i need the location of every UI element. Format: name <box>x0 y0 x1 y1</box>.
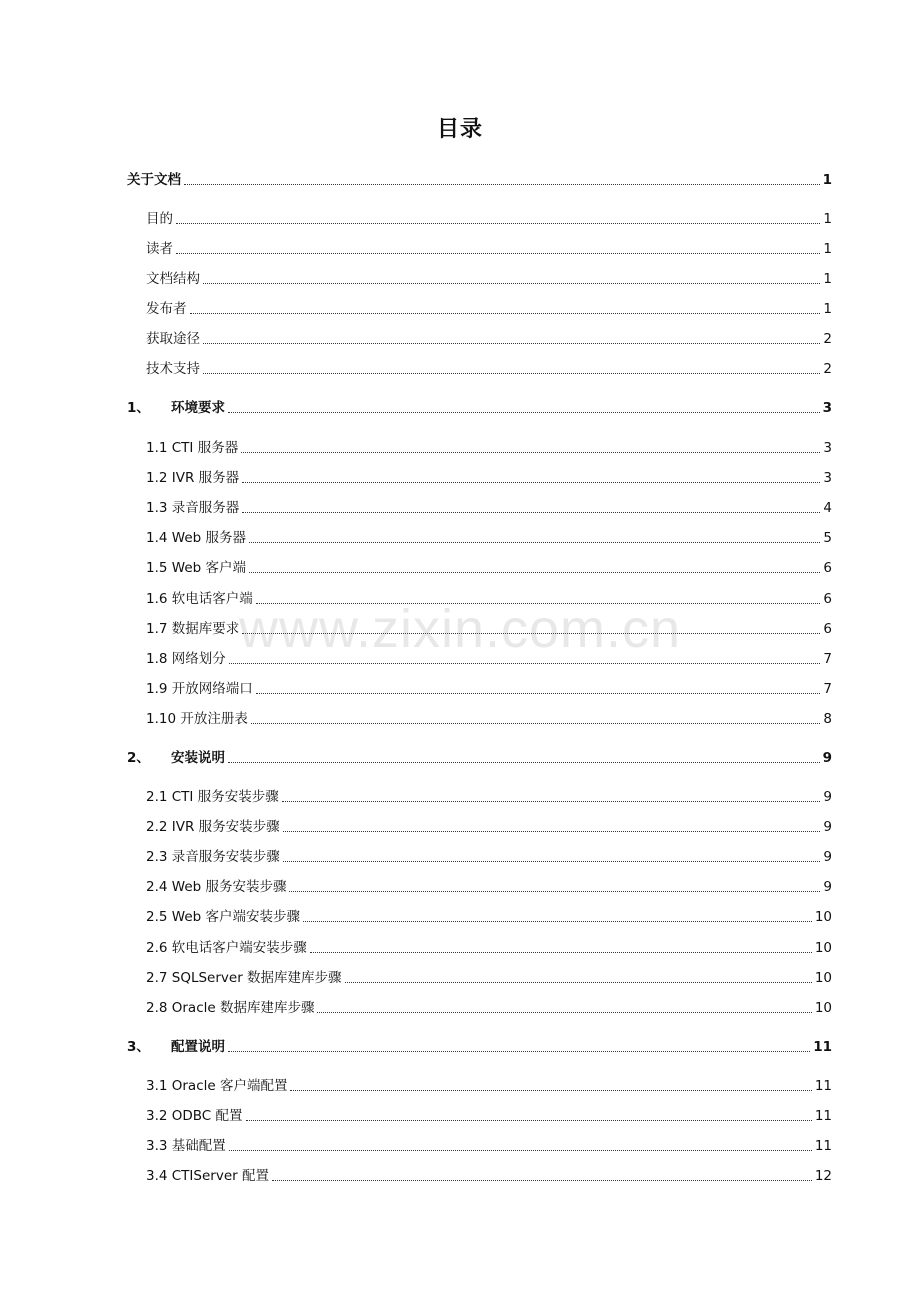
toc-entry-title: 目的 <box>146 211 173 227</box>
toc-entry[interactable] <box>146 619 832 639</box>
toc-entry[interactable] <box>146 679 832 699</box>
toc-dot-leader <box>190 313 821 314</box>
toc-entry-number: 1、 <box>127 400 150 416</box>
toc-dot-leader <box>345 982 812 983</box>
toc-dot-leader <box>283 831 821 832</box>
toc-entry[interactable] <box>127 748 832 768</box>
toc-entry[interactable] <box>146 1136 832 1156</box>
toc-dot-leader <box>256 603 821 604</box>
toc-entry[interactable] <box>146 239 832 259</box>
toc-page-number: 1 <box>823 241 832 257</box>
toc-page-number: 11 <box>813 1039 832 1055</box>
toc-page-number: 11 <box>814 1138 832 1154</box>
toc-entry[interactable] <box>127 170 832 190</box>
toc-entry[interactable] <box>146 209 832 229</box>
toc-entry[interactable] <box>146 847 832 867</box>
toc-dot-leader <box>242 633 820 634</box>
toc-page-number: 9 <box>823 879 832 895</box>
toc-entry[interactable] <box>127 1037 832 1057</box>
toc-page-number: 3 <box>823 470 832 486</box>
toc-entry[interactable] <box>146 329 832 349</box>
toc-entry[interactable] <box>146 1166 832 1186</box>
toc-entry-title: 1.5 Web 客户端 <box>146 560 246 576</box>
toc-page-number: 9 <box>823 849 832 865</box>
toc-entry[interactable] <box>146 528 832 548</box>
toc-entry-title: 3.3 基础配置 <box>146 1138 226 1154</box>
toc-entry-title: 1.1 CTI 服务器 <box>146 440 239 456</box>
toc-page-number: 7 <box>823 681 832 697</box>
toc-page-number: 4 <box>823 500 832 516</box>
toc-entry-title: 1.8 网络划分 <box>146 651 226 667</box>
toc-entry-title: 技术支持 <box>146 361 200 377</box>
toc-entry-title: 1.4 Web 服务器 <box>146 530 246 546</box>
toc-dot-leader <box>203 373 820 374</box>
toc-page-number: 11 <box>814 1078 832 1094</box>
toc-page-number: 11 <box>814 1108 832 1124</box>
toc-entry-title: 1.3 录音服务器 <box>146 500 240 516</box>
toc-dot-leader <box>290 1090 811 1091</box>
toc-page-number: 2 <box>823 331 832 347</box>
toc-dot-leader <box>317 1012 811 1013</box>
toc-page-number: 9 <box>822 750 832 766</box>
toc-entry-title: 2.6 软电话客户端安装步骤 <box>146 940 307 956</box>
toc-entry-title: 关于文档 <box>127 172 181 188</box>
toc-entry[interactable] <box>146 1076 832 1096</box>
toc-page-number: 10 <box>814 1000 832 1016</box>
toc-entry[interactable] <box>146 468 832 488</box>
toc-entry-title: 安装说明 <box>171 750 225 766</box>
toc-entry[interactable] <box>146 877 832 897</box>
toc-entry-number: 3、 <box>127 1039 150 1055</box>
toc-entry-title: 1.2 IVR 服务器 <box>146 470 240 486</box>
toc-entry[interactable] <box>146 787 832 807</box>
toc-entry[interactable] <box>146 709 832 729</box>
toc-dot-leader <box>241 452 820 453</box>
toc-dot-leader <box>242 482 820 483</box>
toc-entry[interactable] <box>146 359 832 379</box>
toc-page-number: 10 <box>814 909 832 925</box>
toc-entry-title: 2.3 录音服务安装步骤 <box>146 849 280 865</box>
toc-page-number: 5 <box>823 530 832 546</box>
toc-entry[interactable] <box>146 938 832 958</box>
toc-dot-leader <box>283 861 821 862</box>
toc-entry-title: 3.4 CTIServer 配置 <box>146 1168 269 1184</box>
toc-page-number: 1 <box>823 271 832 287</box>
toc-entry-title: 配置说明 <box>171 1039 225 1055</box>
toc-entry-title: 1.7 数据库要求 <box>146 621 240 637</box>
toc-page-number: 7 <box>823 651 832 667</box>
toc-page-number: 3 <box>822 400 832 416</box>
toc-page-number: 10 <box>814 970 832 986</box>
toc-dot-leader <box>249 572 820 573</box>
toc-dot-leader <box>242 512 820 513</box>
toc-entry-title: 1.10 开放注册表 <box>146 711 248 727</box>
toc-entry-title: 发布者 <box>146 301 187 317</box>
toc-entry-title: 3.1 Oracle 客户端配置 <box>146 1078 288 1094</box>
toc-page-number: 9 <box>823 819 832 835</box>
toc-entry-title: 1.6 软电话客户端 <box>146 591 253 607</box>
toc-entry-number: 2、 <box>127 750 150 766</box>
toc-dot-leader <box>176 253 820 254</box>
toc-dot-leader <box>228 762 820 763</box>
toc-entry-title: 环境要求 <box>171 400 225 416</box>
toc-entry-title: 2.5 Web 客户端安装步骤 <box>146 909 300 925</box>
toc-entry[interactable] <box>146 438 832 458</box>
toc-entry[interactable] <box>146 817 832 837</box>
toc-entry-title: 2.4 Web 服务安装步骤 <box>146 879 287 895</box>
toc-page-number: 8 <box>823 711 832 727</box>
toc-entry[interactable] <box>146 1106 832 1126</box>
toc-dot-leader <box>229 1150 812 1151</box>
toc-entry[interactable] <box>146 498 832 518</box>
toc-entry[interactable] <box>127 398 832 418</box>
toc-dot-leader <box>228 1051 810 1052</box>
toc-page-number: 6 <box>823 560 832 576</box>
toc-page-number: 6 <box>823 591 832 607</box>
toc-page-number: 1 <box>823 211 832 227</box>
toc-entry-title: 2.1 CTI 服务安装步骤 <box>146 789 279 805</box>
toc-page-number: 1 <box>823 301 832 317</box>
toc-dot-leader <box>203 283 820 284</box>
toc-page-number: 10 <box>814 940 832 956</box>
toc-entry-title: 2.8 Oracle 数据库建库步骤 <box>146 1000 315 1016</box>
toc-dot-leader <box>282 801 821 802</box>
toc-entry[interactable] <box>146 299 832 319</box>
toc-dot-leader <box>256 693 821 694</box>
toc-entry-title: 2.2 IVR 服务安装步骤 <box>146 819 280 835</box>
toc-dot-leader <box>229 663 821 664</box>
toc-entry[interactable] <box>146 968 832 988</box>
toc-page-number: 2 <box>823 361 832 377</box>
toc-entry-title: 1.9 开放网络端口 <box>146 681 253 697</box>
toc-entry[interactable] <box>146 269 832 289</box>
toc-entry-title: 文档结构 <box>146 271 200 287</box>
toc-dot-leader <box>303 921 812 922</box>
toc-page-number: 9 <box>823 789 832 805</box>
watermark: www.zixin.com.cn <box>238 599 682 659</box>
toc-dot-leader <box>203 343 820 344</box>
toc-entry-title: 3.2 ODBC 配置 <box>146 1108 243 1124</box>
toc-dot-leader <box>272 1180 812 1181</box>
toc-dot-leader <box>249 542 820 543</box>
toc-entry[interactable] <box>146 558 832 578</box>
toc-entry[interactable] <box>146 907 832 927</box>
toc-dot-leader <box>176 223 820 224</box>
toc-entry-title: 获取途径 <box>146 331 200 347</box>
toc-entry-title: 2.7 SQLServer 数据库建库步骤 <box>146 970 342 986</box>
toc-page-number: 6 <box>823 621 832 637</box>
toc-dot-leader <box>184 184 820 185</box>
toc-dot-leader <box>228 412 820 413</box>
toc-entry[interactable] <box>146 998 832 1018</box>
toc-dot-leader <box>289 891 820 892</box>
toc-entry-title: 读者 <box>146 241 173 257</box>
toc-page-number: 1 <box>822 172 832 188</box>
toc-entry[interactable] <box>146 589 832 609</box>
toc-page-number: 3 <box>823 440 832 456</box>
toc-dot-leader <box>251 723 821 724</box>
page-title: 目录 <box>436 117 483 142</box>
toc-entry[interactable] <box>146 649 832 669</box>
toc-dot-leader <box>246 1120 812 1121</box>
toc-dot-leader <box>310 952 812 953</box>
toc-page-number: 12 <box>814 1168 832 1184</box>
